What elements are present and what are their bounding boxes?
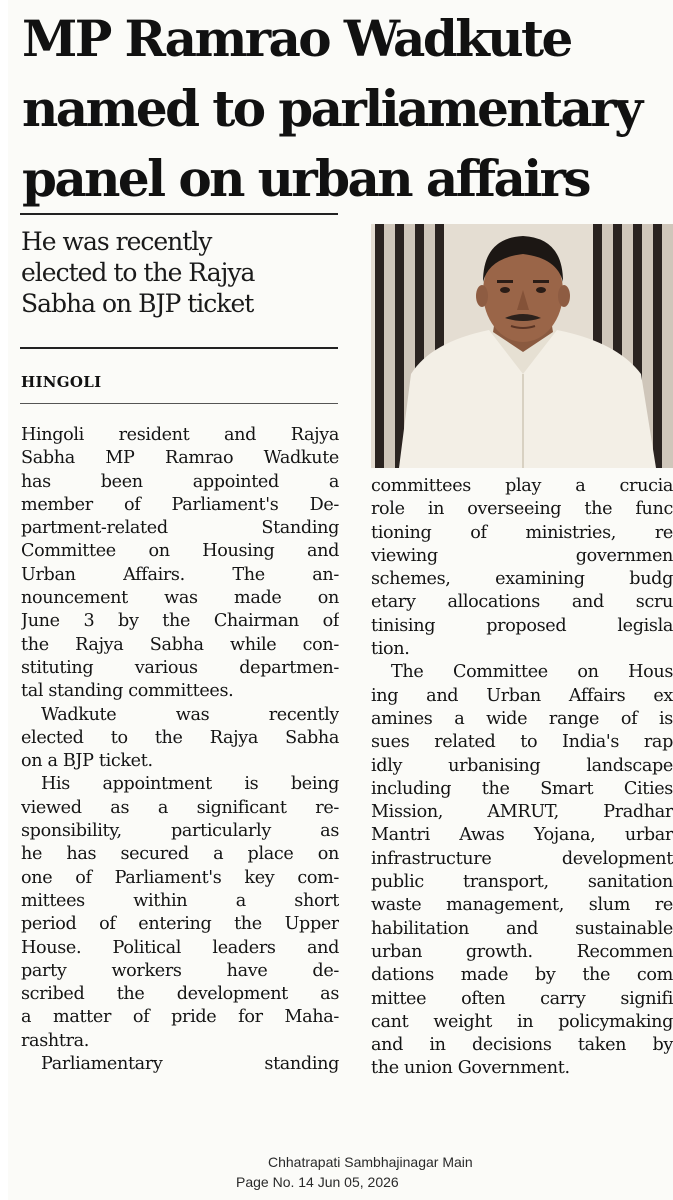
body-text-line: tal standing committees.: [21, 681, 234, 702]
body-text-line: mittees within a short: [21, 890, 339, 911]
body-text-line: The Committee on Hous: [391, 662, 673, 683]
subhead-line: Sabha on BJP ticket: [21, 289, 254, 318]
body-text-line: urban growth. Recommen: [371, 941, 673, 962]
body-text-line: Mantri Awas Yojana, urbar: [371, 825, 673, 846]
divider: [20, 403, 338, 404]
body-text-line: Parliamentary standing: [41, 1054, 339, 1075]
body-text-line: rashtra.: [21, 1030, 90, 1051]
body-text-line: member of Parliament's De-: [21, 494, 339, 515]
body-text-line: Sabha MP Ramrao Wadkute: [21, 448, 339, 469]
article-photo: [371, 224, 673, 468]
body-text-line: on a BJP ticket.: [21, 751, 153, 772]
body-text-line: tinising proposed legisla: [371, 615, 673, 636]
divider: [20, 347, 338, 349]
body-text-line: party workers have de-: [21, 960, 339, 981]
body-text-line: His appointment is being: [41, 774, 339, 795]
body-text-line: amines a wide range of is: [371, 708, 673, 729]
body-text-line: tioning of ministries, re: [371, 522, 673, 543]
body-text-line: and in decisions taken by: [371, 1035, 673, 1056]
body-text-line: viewed as a significant re-: [21, 797, 339, 818]
body-text-line: Committee on Housing and: [21, 541, 339, 562]
body-text-line: elected to the Rajya Sabha: [21, 727, 339, 748]
divider: [20, 213, 338, 215]
body-text-line: infrastructure development: [371, 848, 673, 869]
body-text-line: cant weight in policymaking: [371, 1011, 673, 1032]
body-text-line: waste management, slum re: [371, 895, 673, 916]
body-text-line: he has secured a place on: [21, 844, 339, 865]
subhead-line: elected to the Rajya: [21, 258, 255, 287]
body-text-line: partment-related Standing: [21, 518, 339, 539]
edition-name: Chhatrapati Sambhajinagar Main: [268, 1154, 473, 1170]
body-text-line: idly urbanising landscape: [371, 755, 673, 776]
body-text-line: has been appointed a: [21, 471, 339, 492]
body-text-line: House. Political leaders and: [21, 937, 339, 958]
body-text-line: June 3 by the Chairman of: [21, 611, 339, 632]
body-text-line: committees play a crucia: [371, 476, 673, 496]
headline-line: panel on urban affairs: [22, 149, 589, 208]
headline-line: MP Ramrao Wadkute: [22, 9, 571, 68]
body-text-line: ing and Urban Affairs ex: [371, 685, 673, 706]
body-text-line: Mission, AMRUT, Pradhar: [371, 802, 673, 823]
body-text-line: sues related to India's rap: [371, 732, 673, 753]
article-headline: [22, 4, 667, 214]
body-text-line: one of Parliament's key com-: [21, 867, 339, 888]
body-text-line: etary allocations and scru: [371, 592, 673, 613]
body-text-line: habilitation and sustainable: [371, 918, 673, 939]
body-text-line: viewing governmen: [371, 545, 673, 566]
body-text-line: including the Smart Cities: [371, 778, 673, 799]
article-subhead: [21, 226, 351, 319]
dateline-text: HINGOLI: [21, 373, 102, 391]
body-text-line: role in overseeing the func: [371, 499, 673, 520]
page-info: Page No. 14 Jun 05, 2026: [236, 1174, 399, 1190]
body-text-line: public transport, sanitation: [371, 872, 673, 893]
article-body-left: [21, 424, 339, 1076]
body-text-line: schemes, examining budg: [371, 569, 673, 590]
body-text-line: Urban Affairs. The an-: [21, 564, 339, 585]
article-body-right: [371, 475, 673, 1081]
body-text-line: tion.: [371, 639, 410, 660]
body-text-line: dations made by the com: [371, 965, 673, 986]
body-text-line: nouncement was made on: [21, 588, 339, 609]
dateline: [21, 373, 101, 391]
body-text-line: Hingoli resident and Rajya: [21, 425, 339, 445]
body-text-line: the union Government.: [371, 1058, 570, 1079]
body-text-line: stituting various departmen-: [21, 657, 339, 678]
body-text-line: Wadkute was recently: [41, 704, 339, 725]
body-text-line: scribed the development as: [21, 984, 339, 1005]
body-text-line: a matter of pride for Maha-: [21, 1007, 339, 1028]
body-text-line: sponsibility, particularly as: [21, 821, 339, 842]
body-text-line: mittee often carry signifi: [371, 988, 673, 1009]
headline-line: named to parliamentary: [22, 79, 641, 138]
body-text-line: the Rajya Sabha while con-: [21, 634, 339, 655]
body-text-line: period of entering the Upper: [21, 914, 339, 935]
page-footer: [232, 1152, 552, 1192]
person-portrait-icon: [371, 224, 673, 468]
subhead-line: He was recently: [21, 227, 212, 256]
